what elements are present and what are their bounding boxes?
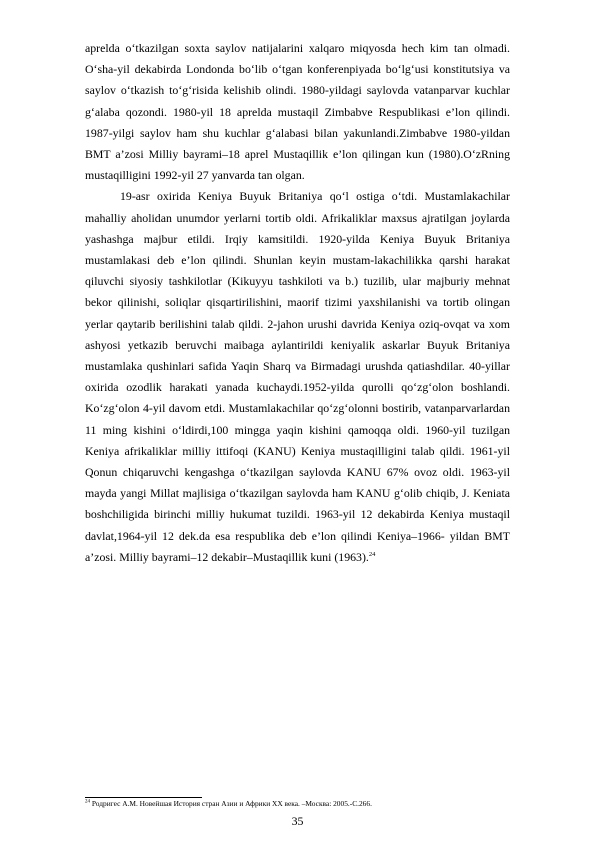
paragraph-zimbabwe-text: aprelda o‘tkazilgan soxta saylov natijalarini xalqaro miqyosda hech kim tan olmadi. O‘sha-yil dekabirda Londonda bo‘lib o‘tgan konferenpiyada bo‘lg‘usi konstitutsiya va saylov o‘tkazish to‘g‘risida kelishib olindi. 1980-yildagi saylovda vatanparvar kuchlar g‘alaba qozondi. 1980-yil 18 aprelda mustaqil Zimbabve Respublikasi e’lon qilindi. 1987-yilgi saylov ham shu kuchlar g‘alabasi bilan yakunlandi.Zimbabve 1980-yildan BMT a’zosi Milliy bayrami–18 aprel Mustaqillik e’lon qilingan kun (1980).O‘zRning mustaqilligini 1992-yil 27 yanvarda tan olgan.: [85, 41, 510, 183]
paragraph-kenya: [85, 186, 510, 568]
page-number: 35: [291, 814, 304, 828]
footnote-number: 24: [85, 799, 90, 805]
footnote-text: Родригес А.М. Новейшая История стран Азии и Африки XX века. –Москва: 2005.-С.266.: [90, 799, 372, 808]
footnote-reference[interactable]: 24: [368, 550, 376, 558]
paragraph-zimbabwe: [85, 38, 510, 186]
paragraph-kenya-text: 19-asr oxirida Keniya Buyuk Britaniya qo‘l ostiga o‘tdi. Mustamlakachilar mahalliy aholidan unumdor yerlarni tortib oldi. Afrikaliklar maxsus ajratilgan joylarda yashashga majbur etildi. Irqiy kamsitildi. 1920-yilda Keniya Buyuk Britaniya mustamlakasi deb e’lon qilindi. Shunlan keyin mustam-lakachilikka qarshi harakat qiluvchi siyosiy tashkilotlar (Kikuyyu tashkiloti va b.) tuzilib, ular majburiy mehnat bekor qilinishi, soliqlar qisqartirilishini, maorif tizimi yaxshilanishi va tortib olingan yerlar qaytarib berilishini talab qildi. 2-jahon urushi davrida Keniya oziq-ovqat va xom ashyosi yetkazib beruvchi maibaga aylantirildi keniyalik askarlar Buyuk Britaniya mustamlaka qushinlari safida Yaqin Sharq va Birmadagi urushda qatiashdilar. 40-yillar oxirida ozodlik harakati yanada kuchaydi.1952-yilda qurolli qo‘zg‘olon boshlandi. Ko‘zg‘olon 4-yil davom etdi. Mustamlakachilar qo‘zg‘olonni bostirib, vatanparvarlardan 11 ming kishini o‘ldirdi,100 mingga yaqin kishini qamoqqa oldi. 1960-yil tuzilgan Keniya afrikaliklar milliy ittifoqi (KANU) Keniya mustaqilligini talab qildi. 1961-yil Qonun chiqaruvchi kengashga o‘tkazilgan saylovda KANU 67% ovoz oldi. 1963-yil mayda yangi Millat majlisiga o‘tkazilgan saylovda ham KANU g‘olib chiqib, J. Keniata boshchiligida birinchi milliy hukumat tuzildi. 1963-yil 12 dekabirda Keniya mustaqil davlat,1964-yil 12 dek.da esa respublika deb e’lon qilindi Keniya–1966- yildan BMT a’zosi. Milliy bayrami–12 dekabir–Mustaqillik kuni (1963).: [85, 189, 510, 564]
footnote: [85, 799, 515, 809]
body-text: [85, 38, 510, 568]
footnote-divider: [85, 797, 202, 798]
